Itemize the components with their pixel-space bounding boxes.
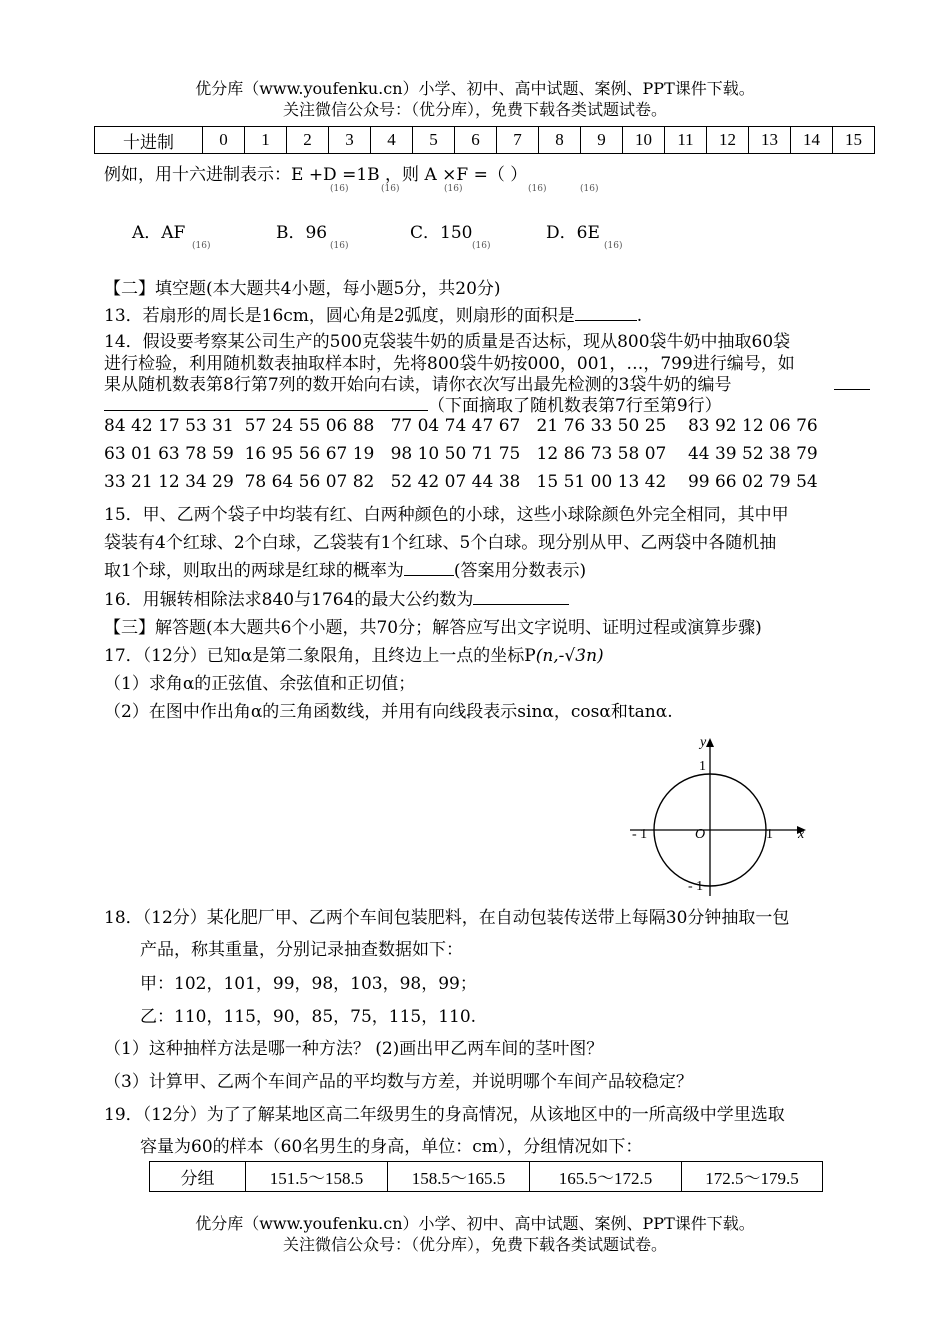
answer-blank	[104, 410, 428, 411]
section-3-heading: 【三】解答题(本大题共6个小题，共70分；解答应写出文字说明、证明过程或演算步骤)	[104, 618, 762, 638]
decimal-cell: 14	[791, 127, 833, 154]
question-17-text: 17．（12分）已知α是第二象限角，且终边上一点的坐标P	[104, 646, 536, 666]
decimal-table	[94, 126, 875, 154]
decimal-cell: 4	[371, 127, 413, 154]
decimal-cell: 15	[833, 127, 875, 154]
table-cell: 158.5～165.5	[388, 1162, 530, 1192]
decimal-cell: 9	[581, 127, 623, 154]
decimal-row	[95, 127, 875, 154]
header-line-2: 关注微信公众号：（优分库），免费下载各类试题试卷。	[282, 100, 667, 119]
decimal-cell: 6	[455, 127, 497, 154]
tick-label-positive-x: 1	[766, 827, 773, 842]
table-cell: 172.5～179.5	[682, 1162, 823, 1192]
workshop-jia-data: 甲：102，101，99，98，103，98，99；	[140, 974, 477, 994]
answer-blank	[404, 575, 454, 576]
base-subscript: (16)	[604, 241, 623, 251]
question-16	[104, 585, 569, 610]
question-17-part-1: （1）求角α的正弦值、余弦值和正切值；	[104, 674, 416, 694]
decimal-cell: 10	[623, 127, 665, 154]
y-axis-label: y	[700, 735, 707, 750]
base-subscript: (16)	[580, 184, 599, 194]
table-row	[150, 1162, 823, 1192]
question-18-part-3: （3）计算甲、乙两个车间产品的平均数与方差，并说明哪个车间产品较稳定？	[104, 1072, 693, 1092]
base-subscript: (16)	[381, 184, 400, 194]
tick-label-positive-y: 1	[699, 759, 706, 774]
base-subscript: (16)	[192, 241, 211, 251]
decimal-cell: 8	[539, 127, 581, 154]
random-table-row-9: 33 21 12 34 29 78 64 56 07 82 52 42 07 44 38 15 51 00 13 42 99 66 02 79 54	[104, 472, 818, 492]
header-line-1: 优分库（www.youfenku.cn）小学、初中、高中试题、案例、PPT课件下载。	[195, 79, 755, 98]
unit-circle-figure	[620, 728, 820, 898]
x-axis-label: x	[798, 827, 805, 842]
question-19-line-1: 19．（12分）为了了解某地区高二年级男生的身高情况，从该地区中的一所高级中学里选取	[104, 1105, 785, 1125]
workshop-yi-data: 乙：110，115，90，85，75，115，110.	[140, 1007, 477, 1027]
decimal-cell: 5	[413, 127, 455, 154]
question-17	[104, 641, 604, 666]
decimal-cell: 0	[203, 127, 245, 154]
answer-blank	[473, 604, 569, 605]
option-b: B．96	[276, 223, 328, 243]
option-d: D．6E	[546, 223, 600, 243]
height-group-table	[149, 1161, 823, 1192]
question-14-line-1: 14．假设要考察某公司生产的500克袋装牛奶的质量是否达标，现从800袋牛奶中抽取60袋	[104, 332, 791, 352]
base-subscript: (16)	[330, 241, 349, 251]
question-15-text: 取1个球，则取出的两球是红球的概率为	[104, 561, 404, 581]
example-text: 例如，用十六进制表示：E +D =1B ，则 A ×F =（ ）	[104, 165, 528, 185]
decimal-cell: 12	[707, 127, 749, 154]
question-18-line-1: 18．（12分）某化肥厂甲、乙两个车间包装肥料，在自动包装传送带上每隔30分钟抽取一包	[104, 908, 790, 928]
option-a: A．AF	[132, 223, 186, 243]
decimal-cell: 3	[329, 127, 371, 154]
question-18-parts-1-2: （1）这种抽样方法是哪一种方法？ (2)画出甲乙两车间的茎叶图？	[104, 1039, 604, 1059]
decimal-cell: 13	[749, 127, 791, 154]
random-table-row-8: 63 01 63 78 59 16 95 56 67 19 98 10 50 71 75 12 86 73 58 07 44 39 52 38 79	[104, 444, 818, 464]
decimal-cell: 1	[245, 127, 287, 154]
decimal-label: 十进制	[95, 127, 203, 154]
footer-line-2: 关注微信公众号：（优分库），免费下载各类试题试卷。	[282, 1235, 667, 1254]
point-coordinate: (n,-√3n)	[535, 646, 604, 666]
base-subscript: (16)	[472, 241, 491, 251]
answer-blank	[575, 320, 637, 321]
decimal-cell: 7	[497, 127, 539, 154]
option-c: C．150	[410, 223, 473, 243]
question-14-note: （下面摘取了随机数表第7行至第9行）	[428, 396, 722, 416]
base-subscript: (16)	[444, 184, 463, 194]
question-15-note: (答案用分数表示)	[453, 561, 587, 581]
decimal-cell: 2	[287, 127, 329, 154]
question-14-line-2: 进行检验，利用随机数表抽取样本时，先将800袋牛奶按000，001，…，799进行编号，如	[104, 354, 795, 374]
question-17-part-2: （2）在图中作出角α的三角函数线，并用有向线段表示sinα，cosα和tanα.	[104, 702, 673, 722]
question-16-text: 16．用辗转相除法求840与1764的最大公约数为	[104, 590, 474, 610]
section-2-heading: 【二】填空题(本大题共4小题，每小题5分，共20分)	[104, 279, 501, 299]
table-cell: 165.5～172.5	[530, 1162, 682, 1192]
question-15-line-1: 15．甲、乙两个袋子中均装有红、白两种颜色的小球，这些小球除颜色外完全相同，其中甲	[104, 505, 789, 525]
question-14-line-3-text: 果从随机数表第8行第7列的数开始向右读，请你衣次写出最先检测的3袋牛奶的编号	[104, 375, 732, 395]
table-cell: 151.5～158.5	[246, 1162, 388, 1192]
question-15-line-2: 袋装有4个红球、2个白球，乙袋装有1个红球、5个白球。现分别从甲、乙两袋中各随机抽	[104, 533, 777, 553]
question-13: 13．若扇形的周长是16cm，圆心角是2弧度，则扇形的面积是 .	[104, 306, 643, 326]
base-subscript: (16)	[330, 184, 349, 194]
question-18-line-2: 产品，称其重量，分别记录抽查数据如下：	[140, 940, 463, 960]
origin-label: O	[695, 827, 706, 842]
decimal-cell: 11	[665, 127, 707, 154]
table-header-cell: 分组	[150, 1162, 246, 1192]
base-subscript: (16)	[528, 184, 547, 194]
y-axis-arrow	[706, 738, 714, 747]
tick-label-negative-x: - 1	[632, 827, 648, 842]
question-13-text: 13．若扇形的周长是16cm，圆心角是2弧度，则扇形的面积是	[104, 306, 575, 326]
footer-line-1: 优分库（www.youfenku.cn）小学、初中、高中试题、案例、PPT课件下载。	[195, 1214, 755, 1233]
random-table-row-7: 84 42 17 53 31 57 24 55 06 88 77 04 74 47 67 21 76 33 50 25 83 92 12 06 76	[104, 416, 818, 436]
question-19-line-2: 容量为60的样本（60名男生的身高，单位：cm），分组情况如下：	[140, 1137, 643, 1157]
answer-blank	[834, 389, 870, 390]
question-15-line-3	[104, 556, 586, 581]
question-14-line-4	[104, 391, 722, 416]
tick-label-negative-y: - 1	[688, 879, 704, 894]
